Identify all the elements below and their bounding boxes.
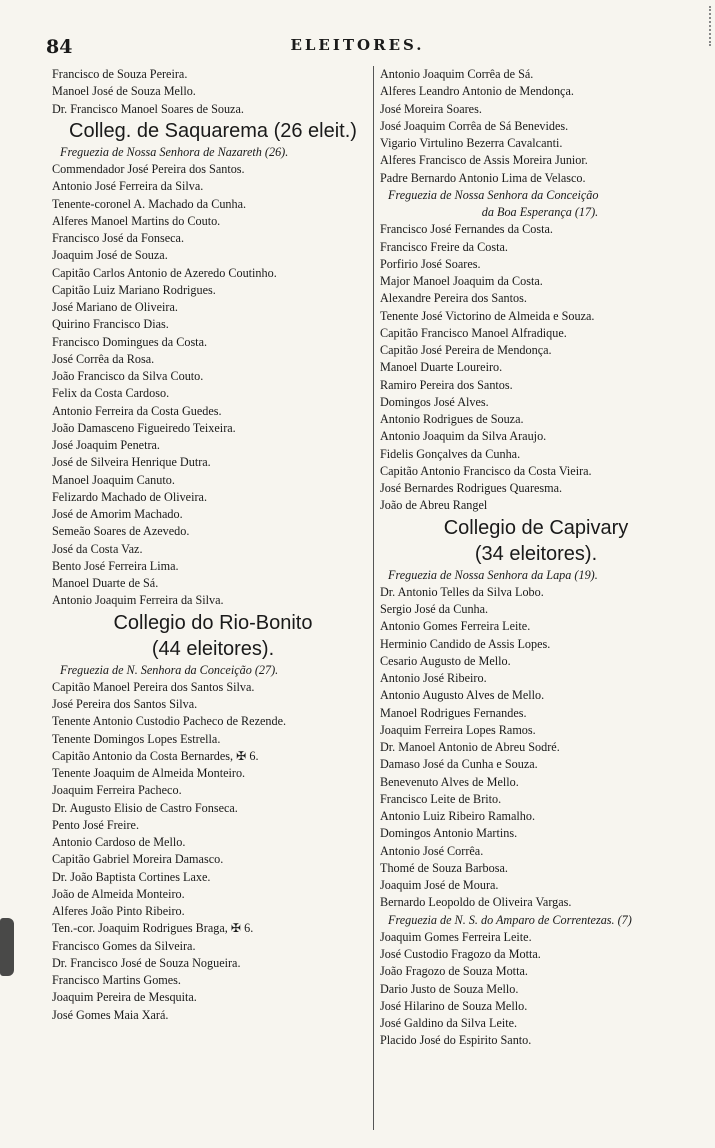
list-item: Antonio José Corrêa. [380,843,484,858]
list-item: José Bernardes Rodrigues Quaresma. [380,481,563,495]
list-item: Manoel Joaquim Canuto. [52,472,175,487]
list-item: José de Amorim Machado. [52,507,183,521]
list-item: Ramiro Pereira dos Santos. [380,377,513,392]
list-item: Antonio Augusto Alves de Mello. [380,688,545,703]
page-edge-mark [701,6,711,46]
list-item: José Corrêa da Rosa. [52,351,155,366]
list-item: João Francisco da Silva Couto. [52,369,204,383]
list-item: Alferes Leandro Antonio de Mendonça. [380,84,574,99]
list-item: Joaquim Ferreira Lopes Ramos. [380,722,536,737]
list-item: Antonio Luiz Ribeiro Ramalho. [380,809,536,823]
list-item: Capitão Manoel Pereira dos Santos Silva. [52,679,255,694]
list-item: Tenente José Victorino de Almeida e Souza. [380,308,595,323]
list-item: José Moreira Soares. [380,101,482,116]
list-item: Joaquim Gomes Ferreira Leite. [380,929,532,944]
list-item: Capitão Antonio Francisco da Costa Vieira. [380,463,592,478]
list-item: Francisco Gomes da Silveira. [52,938,196,953]
list-item: Joaquim José de Moura. [380,878,499,892]
right-column [380,66,692,1050]
list-item: José Gomes Maia Xará. [52,1007,169,1022]
list-item: Antonio Rodrigues de Souza. [380,412,524,426]
list-item: Sergio José da Cunha. [380,602,489,616]
parish-heading: Freguezia de Nossa Senhora da Conceição [388,187,599,202]
list-item: Francisco José Fernandes da Costa. [380,222,553,237]
list-item: José Galdino da Silva Leite. [380,1016,518,1030]
list-item: Antonio Ferreira da Costa Guedes. [52,403,222,418]
list-item: Fidelis Gonçalves da Cunha. [380,446,521,461]
page-number: 84 [46,36,73,58]
list-item: Tenente Antonio Custodio Pacheco de Rezende. [52,714,287,729]
list-item: Tenente Joaquim de Almeida Monteiro. [52,766,246,780]
list-item: João Fragozo de Souza Motta. [380,964,528,979]
parish-heading: Freguezia de N. Senhora da Conceição (27). [60,662,279,677]
list-item: Ten.-cor. Joaquim Rodrigues Braga, ✠ 6. [52,921,254,936]
list-item: Antonio Joaquim da Silva Araujo. [380,429,547,444]
list-item: José Joaquim Corrêa de Sá Benevides. [380,118,569,133]
list-item: Tenente-coronel A. Machado da Cunha. [52,196,247,211]
college-heading: Collegio do Rio-Bonito [113,611,313,634]
list-item: Antonio Joaquim Corrêa de Sá. [380,67,534,81]
list-item: Dr. Augusto Elisio de Castro Fonseca. [52,800,238,815]
right-elector-list [380,66,692,1050]
list-item: Padre Bernardo Antonio Lima de Velasco. [380,170,586,185]
list-item: Francisco Leite de Brito. [380,791,502,806]
list-item: Joaquim José de Souza. [52,248,168,263]
list-item: Benevenuto Alves de Mello. [380,774,519,789]
list-item: Semeão Soares de Azevedo. [52,524,190,539]
college-heading: (44 eleitores). [151,637,275,660]
list-item: Francisco Freire da Costa. [380,239,508,254]
list-item: Alferes Manoel Martins do Couto. [52,213,221,228]
list-item: Antonio Cardoso de Mello. [52,835,186,849]
list-item: Capitão Antonio da Costa Bernardes, ✠ 6. [52,748,259,763]
list-item: José Mariano de Oliveira. [52,300,178,314]
list-item: Cesario Augusto de Mello. [380,653,511,668]
column-divider [373,66,374,1130]
page-stain [0,918,14,976]
list-item: Capitão Carlos Antonio de Azeredo Coutinho. [52,265,277,280]
list-item: Domingos José Alves. [380,394,489,409]
list-item: Manoel Duarte de Sá. [52,576,159,590]
list-item: Alferes Francisco de Assis Moreira Junior. [380,153,588,168]
list-item: Antonio Joaquim Ferreira da Silva. [52,593,224,608]
list-item: Damaso José da Cunha e Souza. [380,757,538,772]
list-item: João de Abreu Rangel [380,498,488,513]
list-item: Herminio Candido de Assis Lopes. [380,636,551,651]
list-item: Thomé de Souza Barbosa. [380,860,508,875]
list-item: Joaquim Pereira de Mesquita. [52,990,197,1005]
list-item: Porfirio José Soares. [380,256,481,271]
list-item: José Hilarino de Souza Mello. [380,998,528,1013]
list-item: Antonio José Ferreira da Silva. [52,179,204,194]
list-item: Capitão Francisco Manoel Alfradique. [380,325,567,340]
list-item: José Joaquim Penetra. [52,438,160,452]
list-item: Bernardo Leopoldo de Oliveira Vargas. [380,895,572,910]
list-item: Felix da Costa Cardoso. [52,386,170,401]
list-item: Francisco de Souza Pereira. [52,67,188,81]
list-item: Dr. Francisco Manoel Soares de Souza. [52,101,244,116]
list-item: Felizardo Machado de Oliveira. [52,489,207,504]
list-item: Joaquim Ferreira Pacheco. [52,783,182,798]
list-item: José Custodio Fragozo da Motta. [380,947,541,961]
list-item: Dr. João Baptista Cortines Laxe. [52,869,211,884]
list-item: Pento José Freire. [52,817,139,832]
list-item: Antonio Gomes Ferreira Leite. [380,619,531,634]
parish-heading: Freguezia de Nossa Senhora de Nazareth (26). [60,144,289,159]
parish-heading: Freguezia de N. S. do Amparo de Correntezas. (7) [388,912,632,927]
college-heading: (34 eleitores). [474,542,598,565]
list-item: Capitão Gabriel Moreira Damasco. [52,852,224,867]
list-item: Antonio José Ribeiro. [380,671,487,685]
list-item: Alexandre Pereira dos Santos. [380,291,527,306]
list-item: José de Silveira Henrique Dutra. [52,455,211,470]
parish-heading: da Boa Esperança (17). [481,205,599,219]
list-item: Manoel José de Souza Mello. [52,84,196,99]
college-heading: Colleg. de Saquarema (26 eleit.) [69,119,357,142]
parish-heading: Freguezia de Nossa Senhora da Lapa (19). [388,567,598,582]
list-item: Manoel Rodrigues Fernandes. [380,705,527,720]
list-item: Francisco Domingues da Costa. [52,334,208,349]
left-elector-list [52,66,374,1024]
list-item: Manoel Duarte Loureiro. [380,360,503,375]
list-item: Domingos Antonio Martins. [380,826,518,841]
list-item: Capitão José Pereira de Mendonça. [380,343,552,357]
college-heading: Collegio de Capivary [443,516,629,539]
list-item: Placido José do Espirito Santo. [380,1033,532,1048]
list-item: Dr. Francisco José de Souza Nogueira. [52,955,241,970]
list-item: Capitão Luiz Mariano Rodrigues. [52,282,216,297]
list-item: José Pereira dos Santos Silva. [52,697,198,711]
list-item: Commendador José Pereira dos Santos. [52,162,245,176]
list-item: José da Costa Vaz. [52,541,143,556]
list-item: João de Almeida Monteiro. [52,886,185,901]
list-item: Major Manoel Joaquim da Costa. [380,274,543,288]
list-item: Bento José Ferreira Lima. [52,558,179,573]
list-item: Francisco Martins Gomes. [52,973,181,987]
left-column [52,66,374,1024]
list-item: Tenente Domingos Lopes Estrella. [52,731,221,746]
list-item: Dr. Manoel Antonio de Abreu Sodré. [380,740,560,754]
running-title: ELEITORES. [290,36,425,54]
list-item: João Damasceno Figueiredo Teixeira. [52,420,236,435]
list-item: Alferes João Pinto Ribeiro. [52,904,185,918]
list-item: Dr. Antonio Telles da Silva Lobo. [380,584,544,599]
list-item: Dario Justo de Souza Mello. [380,981,519,996]
list-item: Quirino Francisco Dias. [52,317,169,332]
list-item: Francisco José da Fonseca. [52,231,184,245]
list-item: Vigario Virtulino Bezerra Cavalcanti. [380,136,563,150]
